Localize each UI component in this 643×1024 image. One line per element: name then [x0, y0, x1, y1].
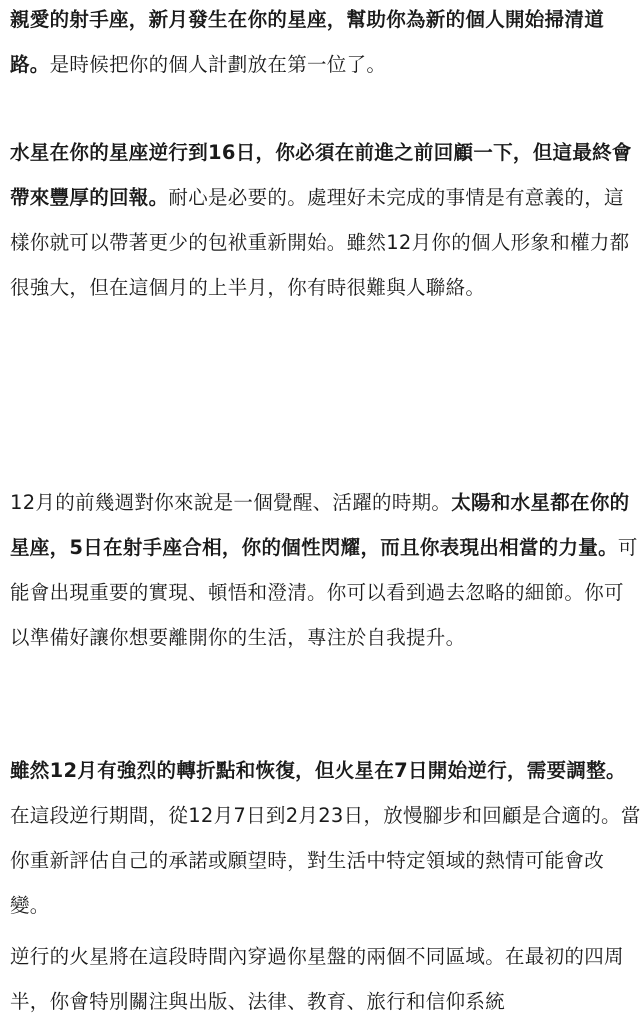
paragraph-bold-text: 水星在你的星座逆行到16日，你必須在前進之前回顧一下，但這最終會帶來豐厚的回報。: [10, 141, 632, 209]
paragraph-text: 是時候把你的個人計劃放在第一位了。: [49, 53, 387, 76]
paragraph-text: 耐心是必要的。處理好未完成的事情是有意義的，這樣你就可以帶著更少的包袱重新開始。雖然12月你的個人形象和權力都很強大，但在這個月的上半月，你有時很難與人聯絡。: [10, 186, 630, 299]
paragraph-mars-chart: [10, 934, 642, 1024]
paragraph-text: 可能會出現重要的實現、頓悟和澄清。你可以看到過去忽略的細節。你可以準備好讓你想要離開你的生活，專注於自我提升。: [10, 536, 638, 649]
paragraph-lead-text: 12月的前幾週對你來說是一個覺醒、活躍的時期。: [10, 491, 452, 514]
paragraph-new-moon: [10, 0, 642, 87]
paragraph-mars-retrograde: [10, 748, 642, 928]
paragraph-mercury-retrograde: [10, 130, 642, 310]
paragraph-text: 逆行的火星將在這段時間內穿過你星盤的兩個不同區域。在最初的四周半，你會特別關注與出版、法律、教育、旅行和信仰系統: [10, 945, 624, 1013]
paragraph-bold-text: 太陽和水星都在你的星座，5日在射手座合相，你的個性閃耀，而且你表現出相當的力量。: [10, 491, 630, 559]
paragraph-bold-text: 親愛的射手座，新月發生在你的星座，幫助你為新的個人開始掃清道路。: [10, 8, 605, 76]
paragraph-bold-text: 雖然12月有強烈的轉折點和恢復，但火星在7日開始逆行，需要調整。: [10, 759, 626, 782]
paragraph-text: 在這段逆行期間，從12月7日到2月23日，放慢腳步和回顧是合適的。當你重新評估自己的承諾或願望時，對生活中特定領域的熱情可能會改變。: [10, 804, 641, 917]
paragraph-early-december: [10, 480, 642, 660]
